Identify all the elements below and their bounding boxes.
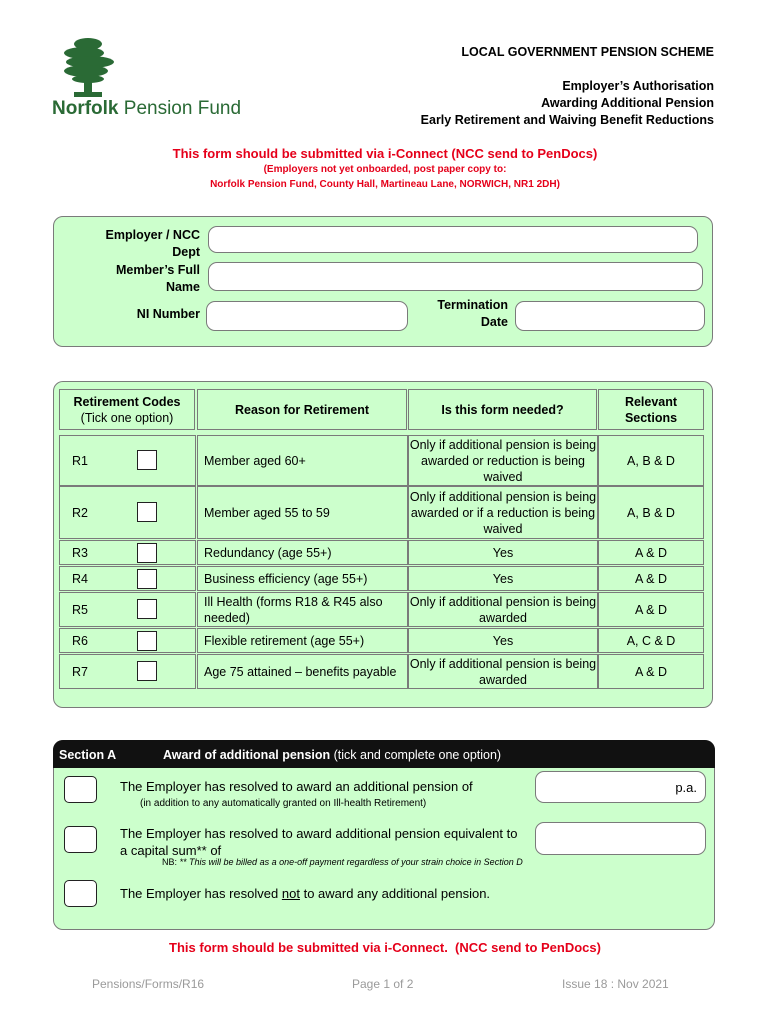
- sections-cell: A, B & D: [598, 435, 704, 486]
- scheme-title: LOCAL GOVERNMENT PENSION SCHEME: [461, 45, 714, 59]
- code-subheader: (Tick one option): [80, 410, 174, 425]
- col-header-needed: Is this form needed?: [408, 389, 597, 430]
- code-cell: R4: [59, 566, 196, 591]
- footer-form-ref: Pensions/Forms/R16: [92, 977, 205, 991]
- needed-cell: Yes: [408, 566, 598, 591]
- r1-checkbox[interactable]: [137, 450, 157, 470]
- bottom-submit-notice: This form should be submitted via i-Connect. (NCC send to PenDocs): [169, 940, 601, 955]
- sections-cell: A, C & D: [598, 628, 704, 653]
- logo-name-bold: Norfolk: [52, 98, 119, 119]
- no-award-checkbox[interactable]: [64, 880, 97, 907]
- r6-checkbox[interactable]: [137, 631, 157, 651]
- r4-checkbox[interactable]: [137, 569, 157, 589]
- section-a-label: Section A: [59, 748, 117, 762]
- form-title-line1: Employer’s Authorisation: [562, 79, 714, 93]
- termination-date-input[interactable]: [515, 301, 705, 331]
- col-header-code: [59, 389, 195, 430]
- code-cell: R6: [59, 628, 196, 653]
- r2-checkbox[interactable]: [137, 502, 157, 522]
- employer-label: Employer / NCC Dept: [105, 228, 200, 259]
- capital-sum-amount-input[interactable]: [535, 822, 706, 855]
- section-a-title: Award of additional pension (tick and complete one option): [163, 748, 502, 762]
- no-award-text: The Employer has resolved not to award any additional pension.: [120, 886, 491, 901]
- footer-issue: Issue 18 : Nov 2021: [562, 977, 669, 991]
- code-cell: R3: [59, 540, 196, 565]
- member-name-label: Member’s Full Name: [115, 263, 200, 294]
- award-pension-checkbox[interactable]: [64, 776, 97, 803]
- tree-icon: [60, 36, 116, 98]
- code-cell: R7: [59, 654, 196, 689]
- reason-cell: Ill Health (forms R18 & R45 also needed): [197, 592, 408, 627]
- reason-cell: Member aged 60+: [197, 435, 408, 486]
- r5-checkbox[interactable]: [137, 599, 157, 619]
- per-annum-suffix: p.a.: [675, 780, 697, 795]
- sections-cell: A & D: [598, 592, 704, 627]
- col-header-reason: Reason for Retirement: [197, 389, 407, 430]
- r7-checkbox[interactable]: [137, 661, 157, 681]
- reason-cell: Redundancy (age 55+): [197, 540, 408, 565]
- code-cell: R5: [59, 592, 196, 627]
- form-title-line3: Early Retirement and Waiving Benefit Reductions: [420, 113, 714, 127]
- needed-cell: Only if additional pension is being awarded or if a reduction is being waived: [408, 486, 598, 539]
- needed-cell: Only if additional pension is being awarded: [408, 592, 598, 627]
- ni-number-input[interactable]: [206, 301, 408, 331]
- form-title-line2: Awarding Additional Pension: [541, 96, 714, 110]
- termination-date-label: Termination Date: [437, 298, 508, 329]
- code-cell: R1: [59, 435, 196, 486]
- code-header: Retirement Codes: [73, 394, 181, 409]
- reason-cell: Flexible retirement (age 55+): [197, 628, 408, 653]
- logo-name-rest: Pension Fund: [123, 98, 242, 119]
- reason-cell: Age 75 attained – benefits payable: [197, 654, 408, 689]
- employer-input[interactable]: [208, 226, 698, 253]
- col-header-sections: Relevant Sections: [598, 389, 704, 430]
- needed-cell: Only if additional pension is being awarded or reduction is being waived: [408, 435, 598, 486]
- reason-cell: Business efficiency (age 55+): [197, 566, 408, 591]
- post-note: (Employers not yet onboarded, post paper copy to:: [263, 164, 507, 175]
- postal-address: Norfolk Pension Fund, County Hall, Martineau Lane, NORWICH, NR1 2DH): [210, 179, 560, 190]
- section-a-header-bar: [53, 740, 715, 768]
- footer-page-number: Page 1 of 2: [352, 977, 414, 991]
- capital-sum-note: NB: ** This will be billed as a one-off payment regardless of your strain choice in Section D: [162, 857, 523, 867]
- sections-cell: A & D: [598, 654, 704, 689]
- ni-number-label: NI Number: [136, 307, 200, 321]
- member-name-input[interactable]: [208, 262, 703, 291]
- award-pension-text: The Employer has resolved to award an additional pension of: [120, 779, 473, 794]
- award-pension-amount-input[interactable]: [535, 771, 706, 803]
- logo-wordmark: [52, 98, 241, 120]
- reason-cell: Member aged 55 to 59: [197, 486, 408, 539]
- award-pension-note: (in addition to any automatically granted on Ill-health Retirement): [140, 798, 427, 809]
- code-cell: R2: [59, 486, 196, 539]
- capital-sum-checkbox[interactable]: [64, 826, 97, 853]
- submit-notice: This form should be submitted via i-Connect (NCC send to PenDocs): [172, 146, 598, 161]
- r3-checkbox[interactable]: [137, 543, 157, 563]
- needed-cell: Yes: [408, 628, 598, 653]
- sections-cell: A & D: [598, 566, 704, 591]
- sections-cell: A & D: [598, 540, 704, 565]
- capital-sum-text: The Employer has resolved to award additional pension equivalent to a capital sum** of: [120, 826, 518, 858]
- needed-cell: Yes: [408, 540, 598, 565]
- sections-cell: A, B & D: [598, 486, 704, 539]
- needed-cell: Only if additional pension is being awarded: [408, 654, 598, 689]
